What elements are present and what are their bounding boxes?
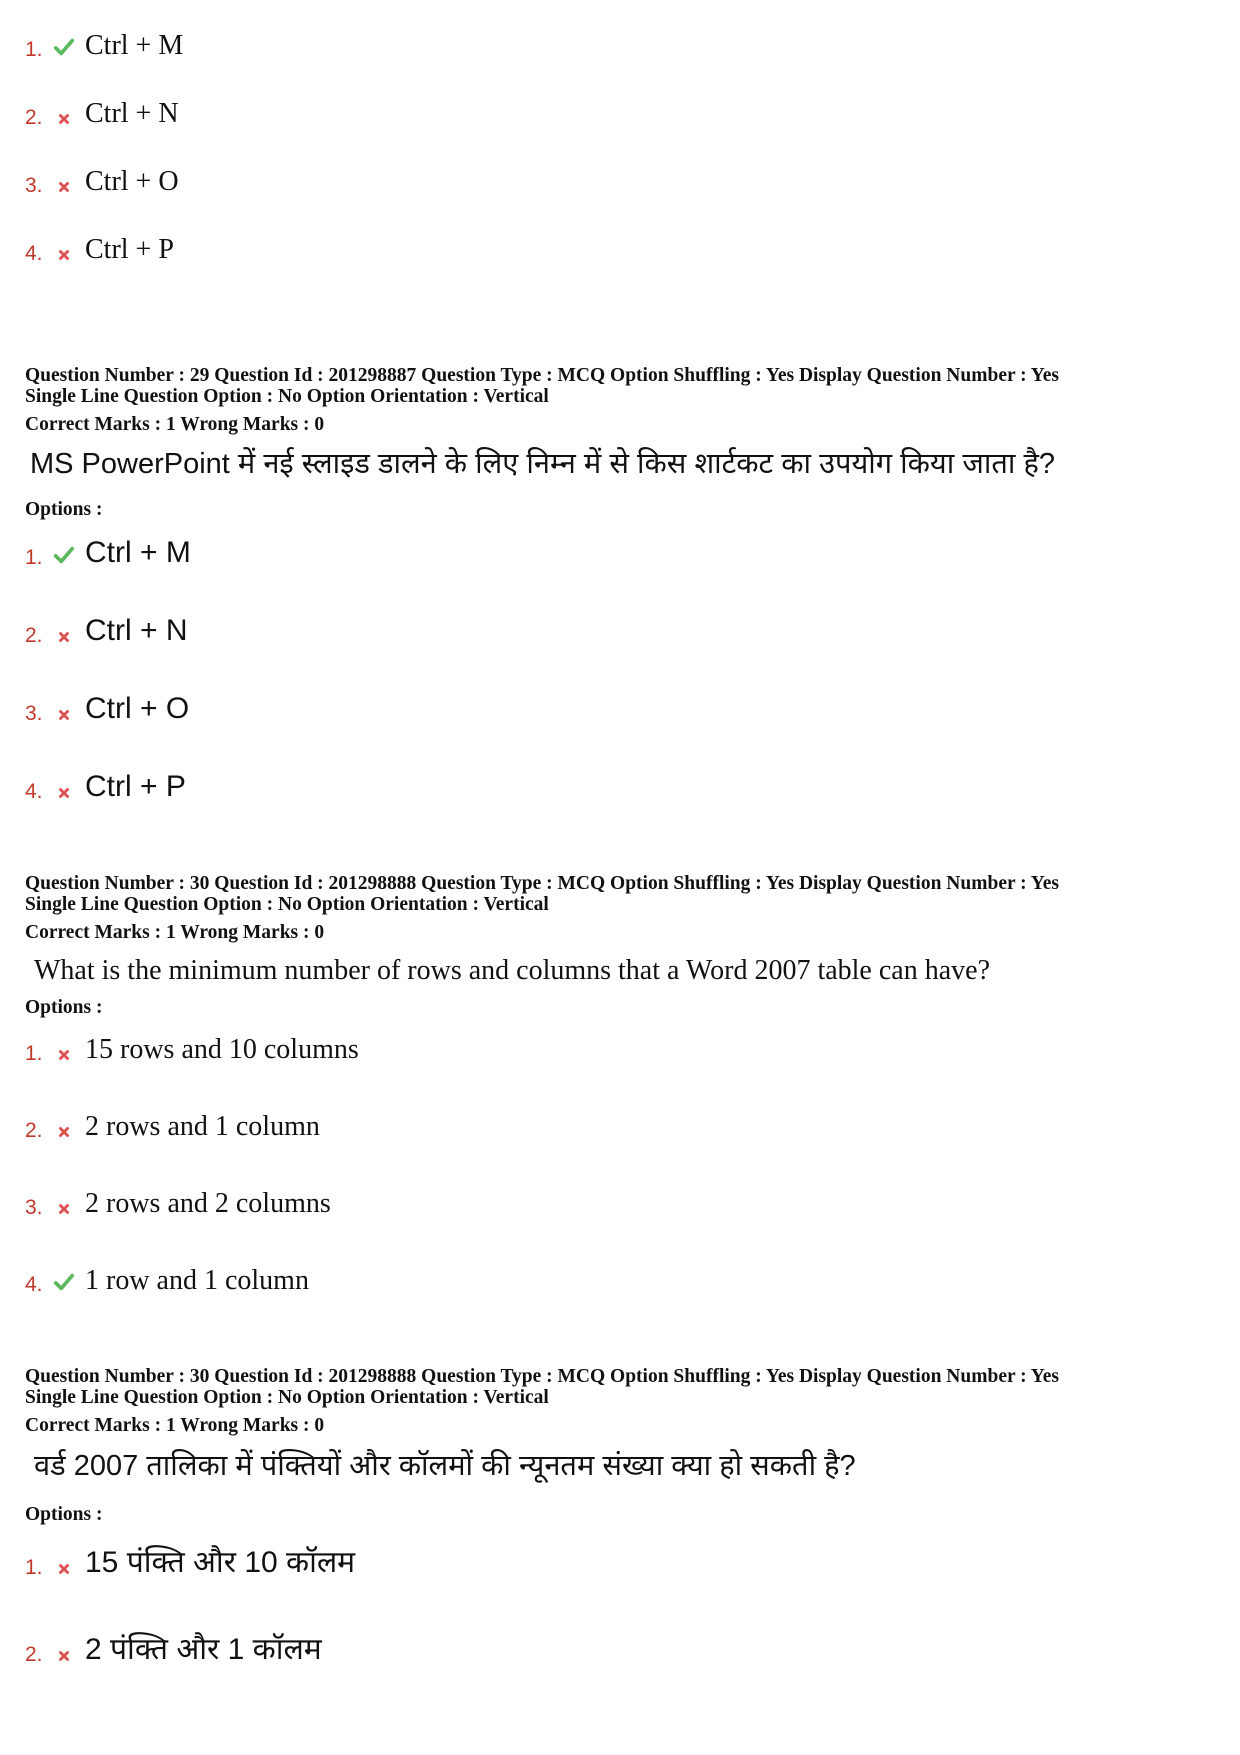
option-number: 4. bbox=[25, 1273, 43, 1296]
options-label: Options : bbox=[25, 499, 103, 520]
option-number: 1. bbox=[25, 1556, 43, 1579]
option-text: Ctrl + M bbox=[85, 30, 184, 61]
option-text: 2 rows and 2 columns bbox=[85, 1188, 331, 1219]
option-row bbox=[25, 1625, 322, 1665]
marks-line: Correct Marks : 1 Wrong Marks : 0 bbox=[25, 414, 325, 435]
cross-icon bbox=[49, 1649, 79, 1665]
option-row bbox=[25, 156, 179, 196]
question-meta-line-1: Question Number : 30 Question Id : 201298888 Question Type : MCQ Option Shuffling : Yes Display Question Number : Yes bbox=[25, 1366, 1059, 1387]
option-number: 4. bbox=[25, 242, 43, 265]
question-meta-line-1: Question Number : 30 Question Id : 201298888 Question Type : MCQ Option Shuffling : Yes Display Question Number : Yes bbox=[25, 873, 1059, 894]
option-text: Ctrl + P bbox=[85, 770, 186, 803]
option-row bbox=[25, 684, 189, 724]
option-number: 1. bbox=[25, 1042, 43, 1065]
question-meta bbox=[25, 365, 1225, 407]
option-row bbox=[25, 1024, 359, 1064]
option-text: 2 rows and 1 column bbox=[85, 1111, 320, 1142]
option-number: 1. bbox=[25, 546, 43, 569]
option-number: 2. bbox=[25, 1119, 43, 1142]
cross-icon bbox=[49, 112, 79, 128]
option-text: Ctrl + N bbox=[85, 98, 179, 129]
question-text: वर्ड 2007 तालिका में पंक्तियों और कॉलमों की न्यूनतम संख्या क्या हो सकती है? bbox=[34, 1450, 856, 1482]
question-text: What is the minimum number of rows and columns that a Word 2007 table can have? bbox=[34, 955, 990, 986]
option-number: 3. bbox=[25, 174, 43, 197]
cross-icon bbox=[49, 1125, 79, 1141]
option-text: Ctrl + O bbox=[85, 692, 190, 725]
option-number: 2. bbox=[25, 106, 43, 129]
cross-icon bbox=[49, 1048, 79, 1064]
cross-icon bbox=[49, 786, 79, 802]
question-text: MS PowerPoint में नई स्लाइड डालने के लिए निम्न में से किस शार्टकट का उपयोग किया जाता है? bbox=[30, 448, 1055, 480]
option-text: 15 rows and 10 columns bbox=[85, 1034, 359, 1065]
option-row bbox=[25, 762, 186, 802]
marks-line: Correct Marks : 1 Wrong Marks : 0 bbox=[25, 922, 325, 943]
option-row bbox=[25, 1255, 309, 1295]
option-text: Ctrl + M bbox=[85, 536, 191, 569]
question-meta-line-1: Question Number : 29 Question Id : 201298887 Question Type : MCQ Option Shuffling : Yes Display Question Number : Yes bbox=[25, 365, 1059, 386]
option-text: Ctrl + O bbox=[85, 166, 179, 197]
option-number: 3. bbox=[25, 1196, 43, 1219]
option-text: 1 row and 1 column bbox=[85, 1265, 309, 1296]
question-meta-line-2: Single Line Question Option : No Option Orientation : Vertical bbox=[25, 1387, 549, 1408]
option-row bbox=[25, 1101, 320, 1141]
cross-icon bbox=[49, 630, 79, 646]
question-meta-line-2: Single Line Question Option : No Option Orientation : Vertical bbox=[25, 894, 549, 915]
check-icon bbox=[49, 544, 79, 568]
option-text: Ctrl + P bbox=[85, 234, 174, 265]
option-text: Ctrl + N bbox=[85, 614, 188, 647]
cross-icon bbox=[49, 248, 79, 264]
question-meta-line-2: Single Line Question Option : No Option Orientation : Vertical bbox=[25, 386, 549, 407]
check-icon bbox=[49, 36, 79, 60]
option-number: 4. bbox=[25, 780, 43, 803]
option-row bbox=[25, 88, 179, 128]
option-number: 2. bbox=[25, 624, 43, 647]
option-number: 1. bbox=[25, 38, 43, 61]
cross-icon bbox=[49, 708, 79, 724]
cross-icon bbox=[49, 1562, 79, 1578]
option-row bbox=[25, 1178, 331, 1218]
option-text: 2 पंक्ति और 1 कॉलम bbox=[85, 1633, 322, 1666]
cross-icon bbox=[49, 1202, 79, 1218]
option-text: 15 पंक्ति और 10 कॉलम bbox=[85, 1546, 356, 1579]
option-row bbox=[25, 606, 188, 646]
option-row bbox=[25, 20, 183, 60]
cross-icon bbox=[49, 180, 79, 196]
option-row bbox=[25, 528, 191, 568]
option-row bbox=[25, 224, 174, 264]
option-row bbox=[25, 1538, 355, 1578]
options-label: Options : bbox=[25, 1504, 103, 1525]
options-label: Options : bbox=[25, 997, 103, 1018]
option-number: 3. bbox=[25, 702, 43, 725]
question-meta bbox=[25, 1366, 1225, 1408]
option-number: 2. bbox=[25, 1643, 43, 1666]
check-icon bbox=[49, 1271, 79, 1295]
question-meta bbox=[25, 873, 1225, 915]
marks-line: Correct Marks : 1 Wrong Marks : 0 bbox=[25, 1415, 325, 1436]
